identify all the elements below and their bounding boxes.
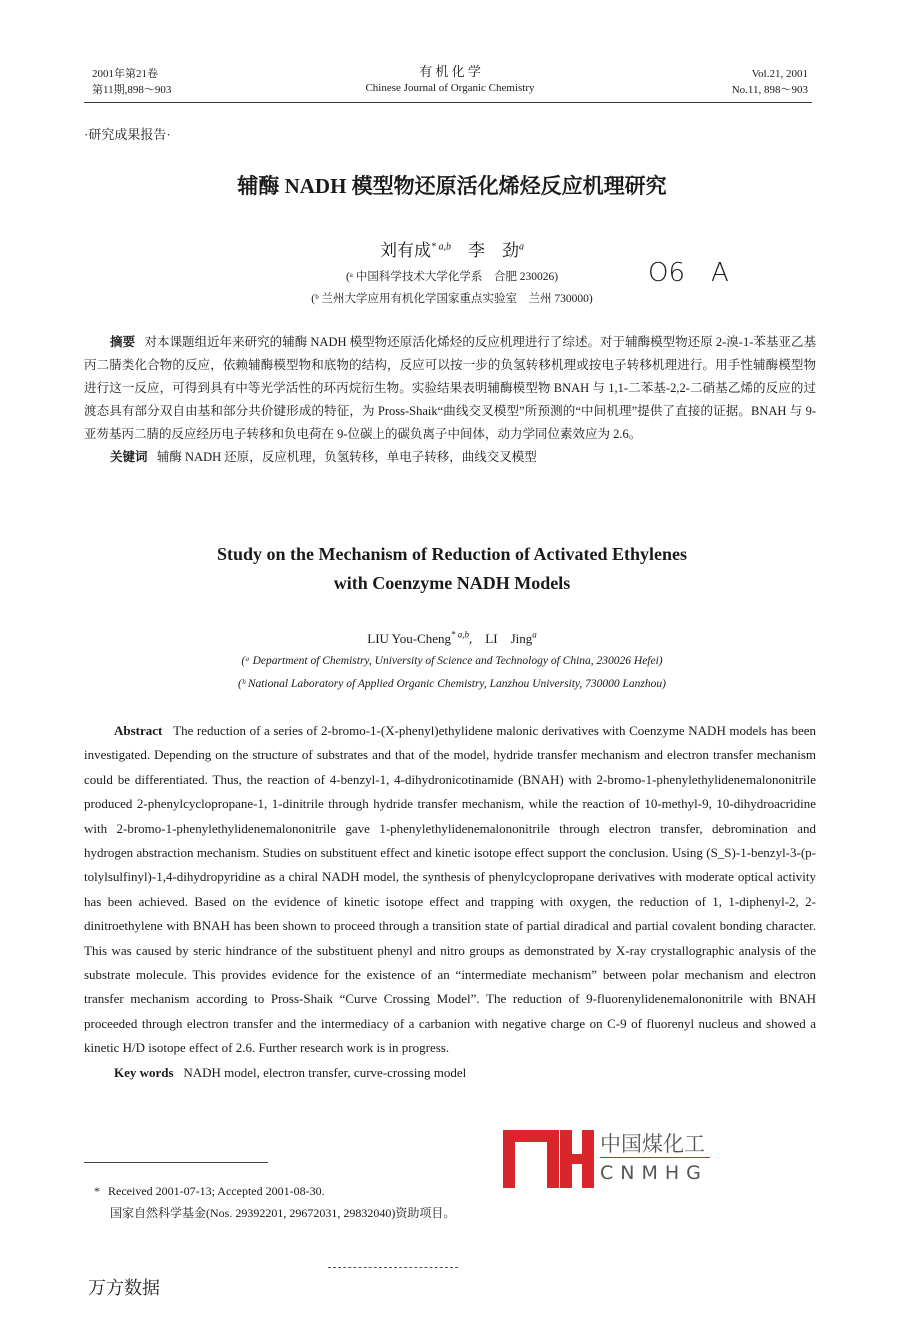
volume-en: Vol.21, 2001: [751, 68, 808, 80]
footnote-rule: [84, 1162, 268, 1163]
en-title-line-1: Study on the Mechanism of Reduction of Activated Ethylenes: [216, 544, 687, 564]
handwritten-classification: O6 A: [648, 258, 729, 288]
journal-cn: 有 机 化 学: [419, 64, 481, 79]
en-title: [0, 540, 904, 598]
en-keywords-text: NADH model, electron transfer, curve-crossing model: [183, 1064, 467, 1080]
journal-en: Chinese Journal of Organic Chemistry: [365, 82, 535, 94]
cn-author-1-sup: * a,b: [431, 241, 451, 253]
cn-affil-b: (ᵇ 兰州大学应用有机化学国家重点实验室 兰州 730000): [311, 293, 593, 305]
header-right: [732, 66, 808, 98]
footnote-received: Received 2001-07-13; Accepted 2001-08-30.: [108, 1184, 325, 1198]
volume-cn: 2001年第21卷: [92, 68, 158, 80]
footnote-funding: 国家自然科学基金(Nos. 29392201, 29672031, 29832040)资助项目。: [110, 1206, 456, 1220]
en-affil-b: (ᵇ National Laboratory of Applied Organic Chemistry, Lanzhou University, 730000 Lanzhou): [238, 678, 666, 690]
en-title-line-2: with Coenzyme NADH Models: [333, 573, 571, 593]
cn-author-2: 李 劲: [468, 241, 519, 260]
cn-keywords-text: 辅酶 NADH 还原，反应机理，负氢转移，单电子转移，曲线交叉模型: [156, 450, 537, 464]
issue-cn: 第11期,898～903: [92, 84, 172, 96]
en-authors: LIU You-Cheng$^{* a,b}$, LI Jing$^a$: [367, 629, 537, 646]
cn-abstract-text: 对本课题组近年来研究的辅酶 NADH 模型物还原活化烯烃的反应机理进行了综述。对于辅酶模型物还原 2-溴-1-苯基亚乙基丙二腈类化合物的反应，依赖辅酶模型物和底物的结构，反应可以按一步的负氢转移机理或按电子转移机理进行。用手性辅酶模型物进行这一反应，可得到具有中等光学活性的环丙烷衍生物。实验结果表明辅酶模型物 BNAH 与 1,1-二苯基-2,2-二硝基乙烯的反应的过渡态具有部分双自由基和部分共价键形成的特征，为 Pross-Shaik“曲线交叉模型”所预测的“中间机理”提供了直接的证据。BNAH 与 9-亚芴基丙二腈的反应经历电子转移和负电荷在 9-位碳上的碳负离子中间体，动力学同位素效应为 2.6。: [84, 335, 816, 441]
en-keywords-label: Key words: [114, 1064, 174, 1080]
cn-keywords-label: 关键词: [110, 450, 148, 464]
cn-authors: [0, 236, 904, 261]
cn-author-1: 刘有成: [380, 241, 431, 260]
en-author-2-sup: a: [532, 629, 537, 640]
en-abstract: [84, 719, 816, 1085]
en-author-1: LIU You-Cheng: [367, 631, 452, 646]
cn-author-2-sup: a: [519, 241, 524, 253]
header-left: [92, 66, 171, 98]
cn-abstract: [84, 331, 816, 469]
en-abstract-label: Abstract: [114, 723, 163, 738]
watermark-en: CNMHG: [600, 1162, 708, 1184]
en-author-2: LI Jing: [485, 631, 533, 646]
watermark-logo: [500, 1128, 710, 1190]
scan-artifact-line: [328, 1267, 458, 1268]
header-center: [300, 64, 600, 96]
en-abstract-text: The reduction of a series of 2-bromo-1-(X-phenyl)ethylidene malonic derivatives with Coenzyme NADH models has been investigated. Depending on the structure of substrates and that of the model, hydride transfer mechanism and electron transfer mechanism could be differentiated. Thus, the reaction of 4-benzyl-1, 4-dihydronicotinamide (BNAH) with 2-bromo-1-phenylethylidenemalononitrile produced 2-phenylcyclopropane-1, 1-dinitrile through hydride transfer mechanism, while the reaction of 10-methyl-9, 10-dihydroacridine with 2-bromo-1-phenylethylidenemalononitrile gave 1-phenylethylidenemalononitrile through electron transfer, debromination and hydrogen abstraction mechanism. Studies on substituent effect and kinetic isotope effect support the conclusion. Using (S_S)-1-benzyl-3-(p-tolylsulfinyl)-1,4-dihydropyridine as a chiral NADH model, the synthesis of phenylcyclopropane derivatives with moderate optical activity has been achieved. Based on the evidence of kinetic isotope effect and trapping with oxygen, the reduction of 1, 1-diphenyl-2, 2-dinitroethylene with BNAH has been shown to proceed through a transition state of partial diradical and partial covalent bonding character. This was caused by steric hindrance of the substituent phenyl and nitro groups as demonstrated by X-ray crystallographic analysis of the substrate molecule. This provides evidence for the existence of an “intermediate mechanism” between polar mechanism and electron transfer mechanism according to Pross-Shaik “Curve Crossing Model”. The reduction of 9-fluorenylidenemalononitrile with BNAH proceeded through electron transfer and the intermediacy of a carbanion with negative charge on C-9 of fluorenyl nucleus and showed a kinetic H/D isotope effect of 2.6. Further research work is in progress.: [84, 723, 816, 1056]
issue-en: No.11, 898～903: [731, 84, 808, 96]
en-affil-a: (ᵃ Department of Chemistry, University of Science and Technology of China, 230026 Hefei): [241, 655, 663, 667]
cn-affil-a: (ᵃ 中国科学技术大学化学系 合肥 230026): [345, 271, 559, 283]
cn-title: 辅酶 NADH 模型物还原活化烯烃反应机理研究: [237, 174, 667, 198]
cn-abstract-label: 摘要: [110, 335, 136, 349]
en-author-1-sup: * a,b: [451, 629, 470, 640]
footnote-marker: *: [94, 1184, 100, 1198]
source-mark: 万方数据: [88, 1278, 160, 1299]
header-rule: [84, 102, 812, 103]
section-tag: ·研究成果报告·: [84, 127, 171, 142]
footnote: [94, 1180, 456, 1224]
watermark-cn: 中国煤化工: [600, 1132, 705, 1156]
